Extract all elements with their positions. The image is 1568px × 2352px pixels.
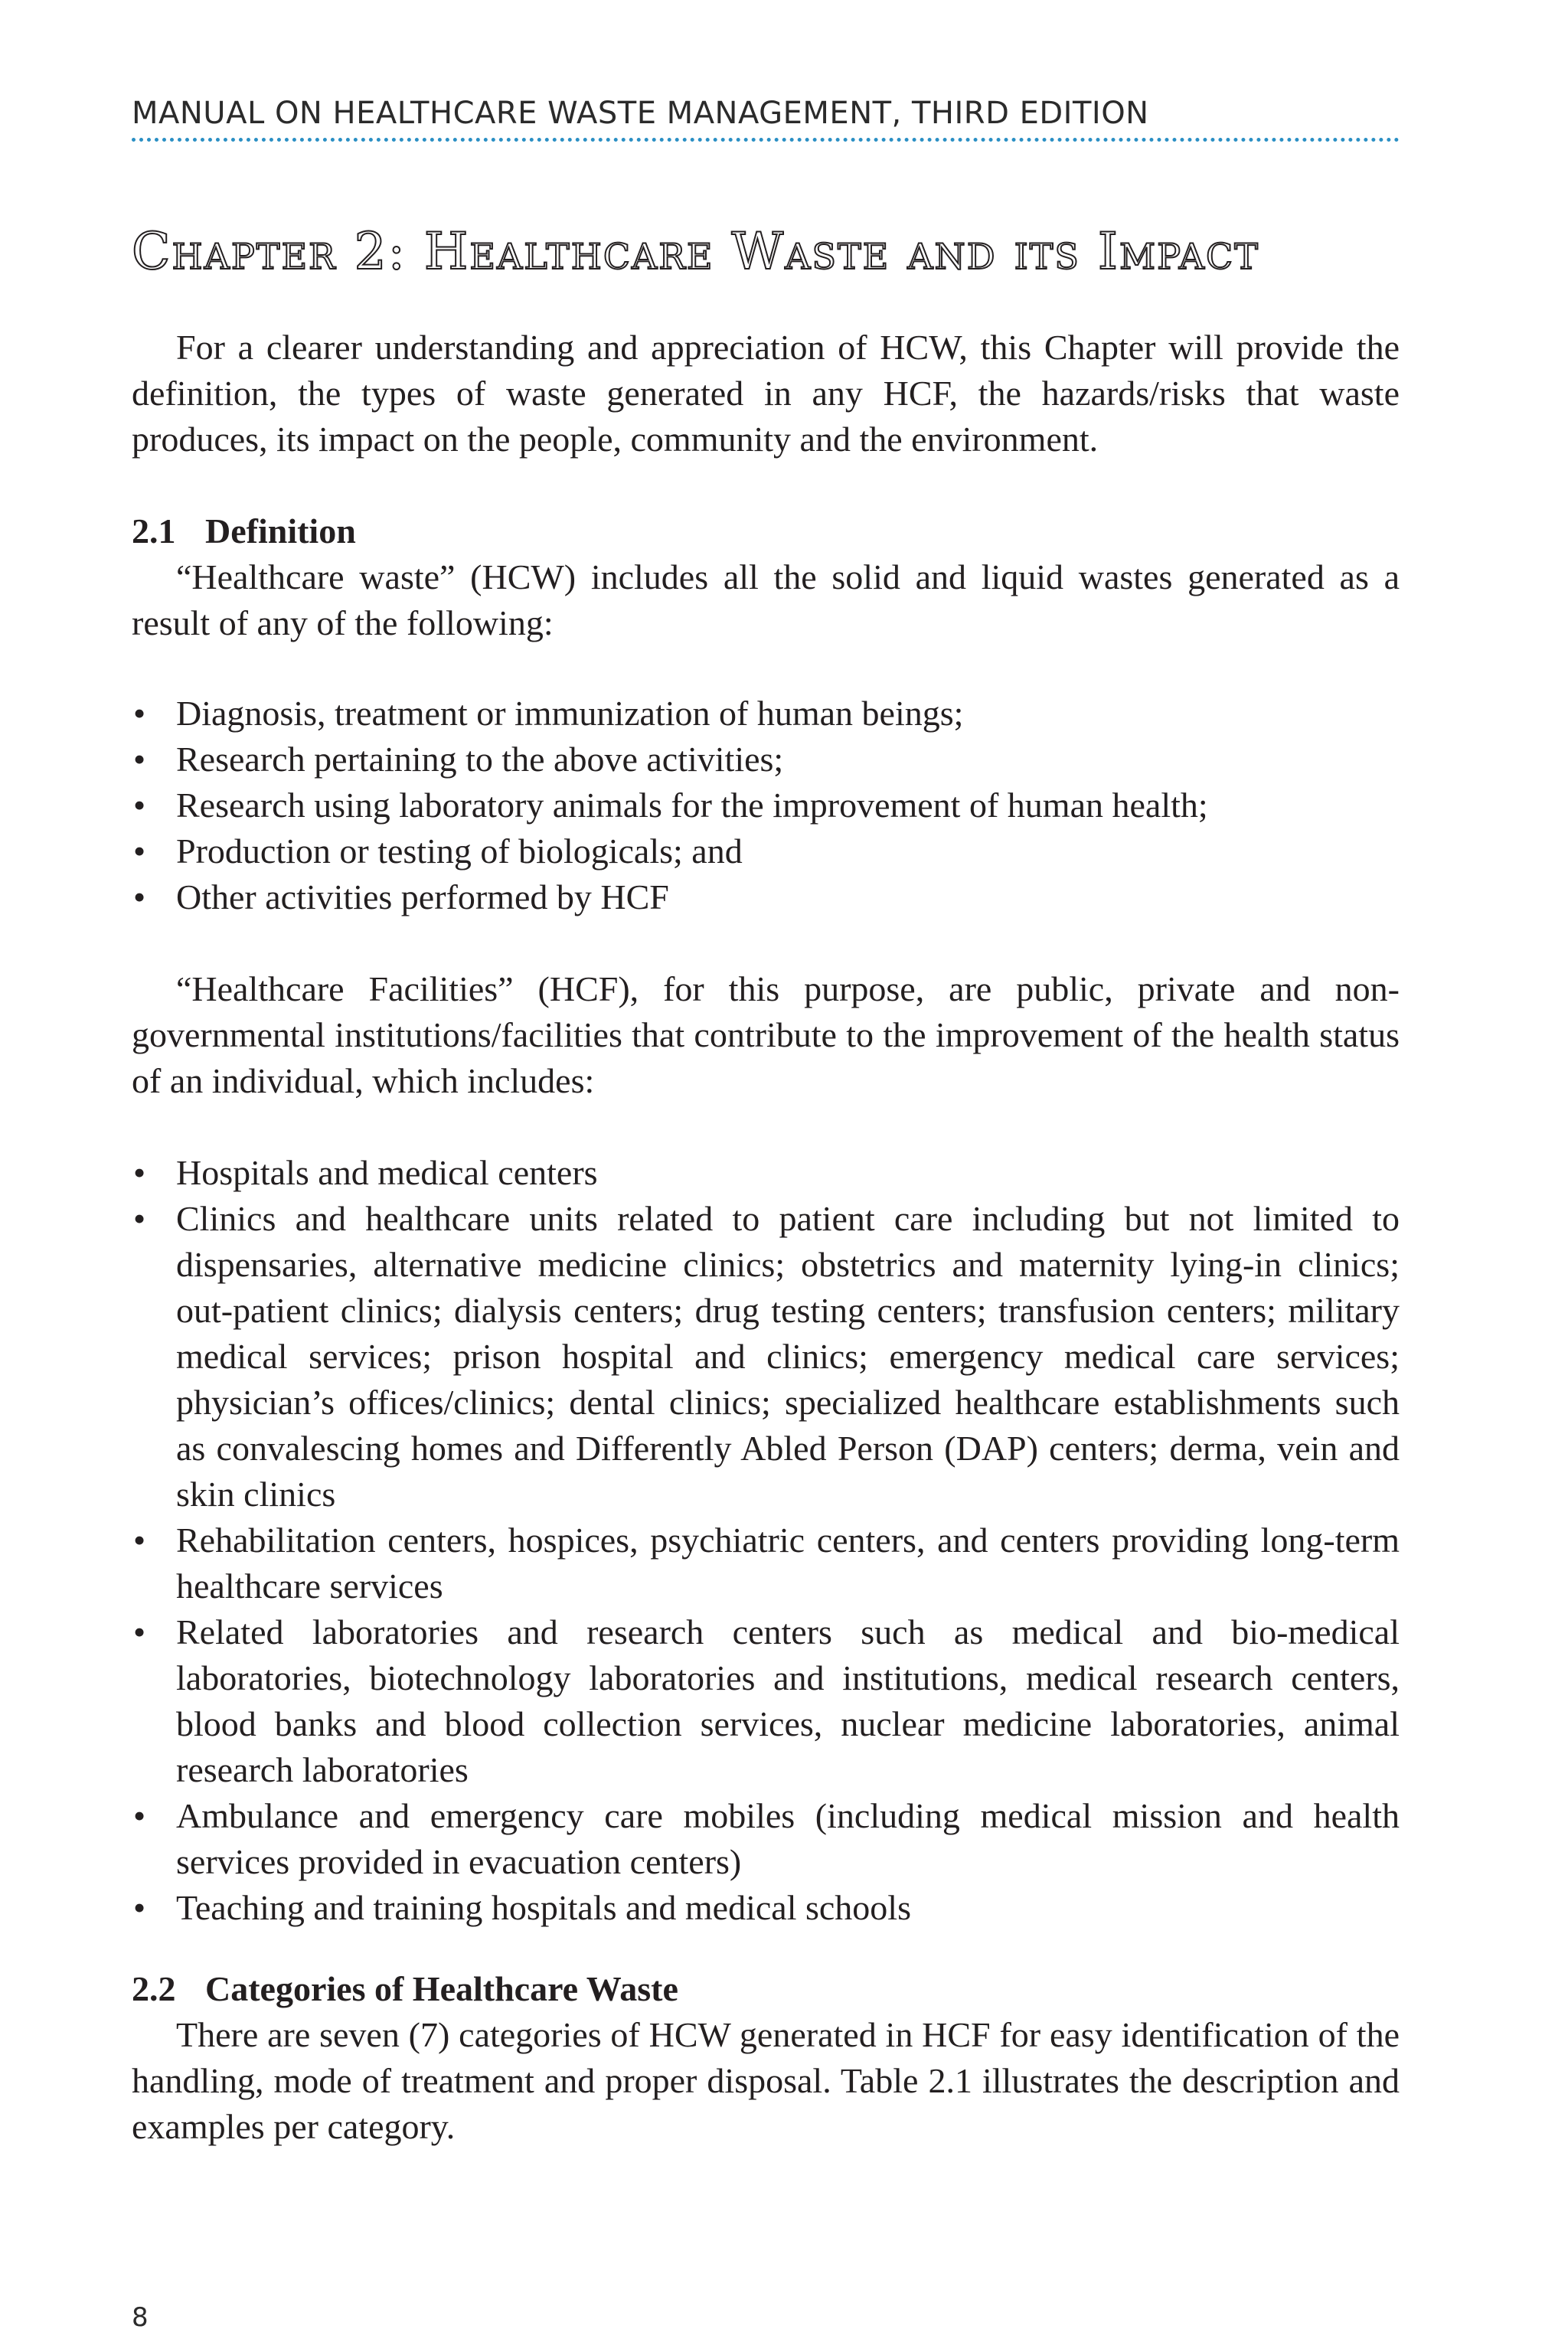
bullet-icon: • bbox=[133, 1153, 146, 1192]
bullet-icon: • bbox=[133, 786, 146, 825]
list-item-text: Research using laboratory animals for the improvement of human health; bbox=[176, 786, 1208, 825]
header-divider bbox=[132, 138, 1400, 142]
bullet-icon: • bbox=[133, 740, 146, 779]
list-item bbox=[132, 737, 1400, 782]
list-item bbox=[132, 874, 1400, 920]
bullet-icon: • bbox=[133, 831, 146, 871]
bullet-icon: • bbox=[133, 1796, 146, 1835]
list-item-text: Ambulance and emergency care mobiles (including medical mission and health services provided in evacuation centers) bbox=[176, 1796, 1400, 1881]
intro-paragraph: For a clearer understanding and appreciation of HCW, this Chapter will provide the definition, the types of waste generated in any HCF, the hazards/risks that waste produces, its impact on the people, community and the environment. bbox=[132, 328, 1400, 459]
list-item-text: Clinics and healthcare units related to patient care including but not limited to dispensaries, alternative medicine clinics; obstetrics and maternity lying-in clinics; out-patient clinics; dialysis centers; drug testing centers; transfusion centers; military medical services; prison hospital and clinics; emergency medical care services; physician’s offices/clinics; dental clinics; specialized healthcare establishments such as convalescing homes and Differently Abled Person (DAP) centers; derma, vein and skin clinics bbox=[176, 1199, 1400, 1514]
section-number: 2.2 bbox=[132, 1969, 176, 2008]
list-item bbox=[132, 1517, 1400, 1609]
section-title: Definition bbox=[205, 511, 356, 550]
bullet-icon: • bbox=[133, 1612, 146, 1651]
facilities-list bbox=[132, 1150, 1400, 1931]
list-item bbox=[132, 691, 1400, 737]
list-item-text: Diagnosis, treatment or immunization of human beings; bbox=[176, 694, 964, 733]
section-heading-categories bbox=[132, 1966, 678, 2012]
list-item bbox=[132, 1793, 1400, 1885]
bullet-icon: • bbox=[133, 1521, 146, 1560]
list-item bbox=[132, 828, 1400, 874]
list-item-text: Related laboratories and research centers such as medical and bio-medical laboratories, biotechnology laboratories and institutions, medical research centers, blood banks and blood collection services, nuclear medicine laboratories, animal research laboratories bbox=[176, 1612, 1400, 1789]
categories-paragraph: There are seven (7) categories of HCW generated in HCF for easy identification of the handling, mode of treatment and proper disposal. Table 2.1 illustrates the description and examples per category. bbox=[132, 2015, 1400, 2146]
list-item-text: Other activities performed by HCF bbox=[176, 877, 669, 916]
list-item bbox=[132, 1609, 1400, 1793]
list-item-text: Teaching and training hospitals and medical schools bbox=[176, 1888, 911, 1927]
page-number: 8 bbox=[132, 2302, 149, 2333]
chapter-title: Chapter 2: Healthcare Waste and its Impact bbox=[132, 222, 1259, 281]
list-item bbox=[132, 1196, 1400, 1517]
running-header: MANUAL ON HEALTHCARE WASTE MANAGEMENT, THIRD EDITION bbox=[132, 96, 1149, 131]
bullet-icon: • bbox=[133, 1199, 146, 1238]
bullet-icon: • bbox=[133, 877, 146, 916]
section-heading-definition bbox=[132, 508, 356, 554]
list-item bbox=[132, 1885, 1400, 1931]
list-item-text: Hospitals and medical centers bbox=[176, 1153, 598, 1192]
list-item-text: Rehabilitation centers, hospices, psychiatric centers, and centers providing long-term healthcare services bbox=[176, 1521, 1400, 1606]
list-item-text: Research pertaining to the above activities; bbox=[176, 740, 784, 779]
section-title: Categories of Healthcare Waste bbox=[205, 1969, 678, 2008]
facilities-paragraph: “Healthcare Facilities” (HCF), for this purpose, are public, private and non-governmental institutions/facilities that contribute to the improvement of the health status of an individual, which includes: bbox=[132, 969, 1400, 1100]
bullet-icon: • bbox=[133, 1888, 146, 1927]
bullet-icon: • bbox=[133, 694, 146, 733]
section-number: 2.1 bbox=[132, 511, 176, 550]
list-item bbox=[132, 782, 1400, 828]
list-item bbox=[132, 1150, 1400, 1196]
definition-paragraph: “Healthcare waste” (HCW) includes all the solid and liquid wastes generated as a result of any of the following: bbox=[132, 557, 1400, 642]
list-item-text: Production or testing of biologicals; and bbox=[176, 831, 743, 871]
activities-list bbox=[132, 691, 1400, 920]
